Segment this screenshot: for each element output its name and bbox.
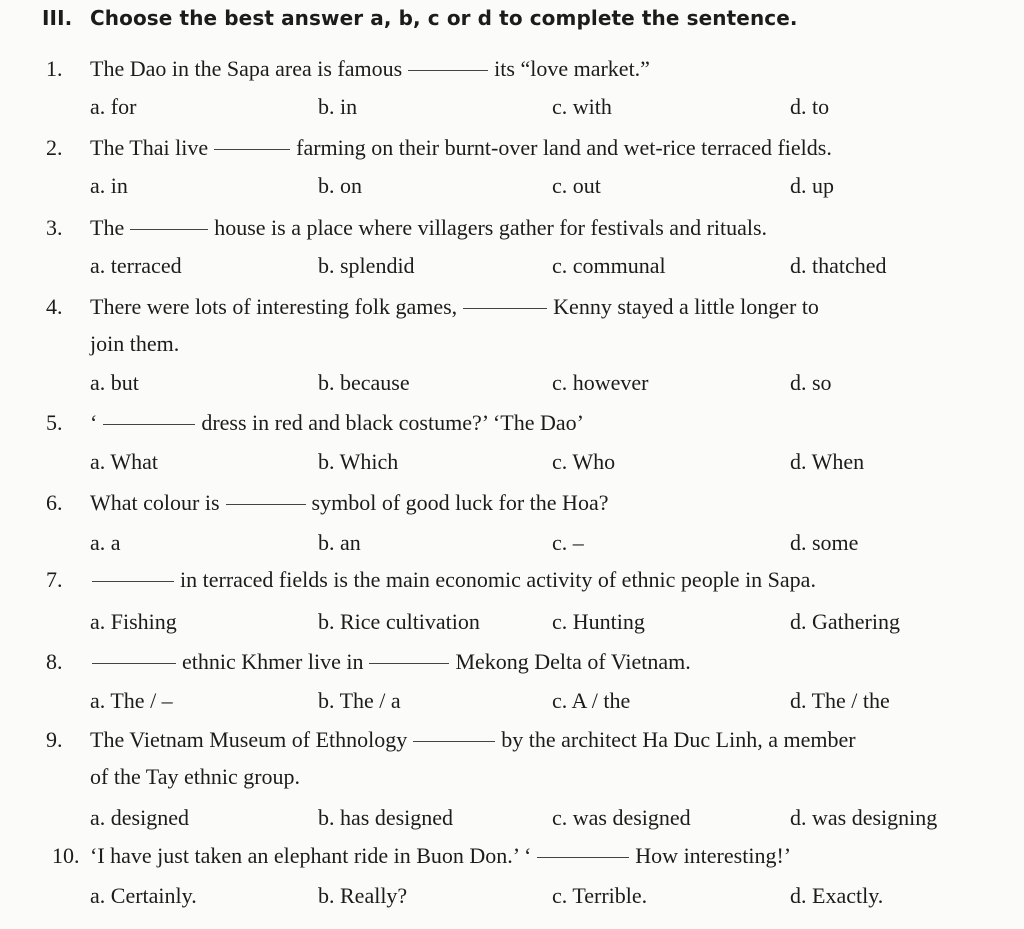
section-heading: [42, 6, 798, 30]
section-instruction: Choose the best answer a, b, c or d to complete the sentence.: [90, 6, 798, 30]
answer-blank: [413, 741, 495, 742]
question-text-part: in terraced fields is the main economic activity of ethnic people in Sapa.: [180, 567, 816, 592]
option-d[interactable]: d. The / the: [790, 688, 890, 713]
answer-blank: [463, 308, 547, 309]
question-text-part: The: [90, 215, 125, 240]
answer-blank: [92, 581, 174, 582]
option-c[interactable]: c. out: [552, 173, 601, 198]
option-a[interactable]: a. Certainly.: [90, 883, 197, 908]
question-text-part: house is a place where villagers gather for festivals and rituals.: [214, 215, 768, 240]
option-a[interactable]: a. Fishing: [90, 609, 177, 634]
option-d[interactable]: d. up: [790, 173, 834, 198]
option-b[interactable]: b. because: [318, 370, 410, 395]
question-text: [90, 130, 832, 166]
option-d[interactable]: d. some: [790, 530, 859, 555]
question-text-part: How interesting!’: [635, 843, 792, 868]
option-d[interactable]: d. Exactly.: [790, 883, 884, 908]
question-text-part: The Thai live: [90, 135, 209, 160]
question-text-part: There were lots of interesting folk games,: [90, 294, 458, 319]
section-number: III.: [42, 6, 73, 30]
question-number: 3.: [46, 215, 63, 240]
question-text-part: farming on their burnt-over land and wet-rice terraced fields.: [296, 135, 832, 160]
question-text-part: symbol of good luck for the Hoa?: [311, 490, 609, 515]
answer-blank: [408, 70, 488, 71]
question-text-part: The Vietnam Museum of Ethnology: [90, 727, 408, 752]
question-text: [90, 289, 819, 325]
answer-blank: [537, 857, 629, 858]
option-c[interactable]: c. Who: [552, 449, 616, 474]
option-a[interactable]: a. The / –: [90, 688, 173, 713]
question-text-part: dress in red and black costume?’ ‘The Dao’: [201, 410, 584, 435]
option-d[interactable]: d. so: [790, 370, 832, 395]
option-d[interactable]: d. was designing: [790, 805, 938, 830]
question-text-part: Mekong Delta of Vietnam.: [455, 649, 691, 674]
option-c[interactable]: c. –: [552, 530, 584, 555]
option-b[interactable]: b. Rice cultivation: [318, 609, 480, 634]
question-text: [90, 562, 816, 598]
answer-blank: [130, 229, 208, 230]
option-b[interactable]: b. in: [318, 94, 358, 119]
question-number: 7.: [46, 567, 63, 592]
answer-blank: [369, 663, 449, 664]
question-number: 9.: [46, 727, 63, 752]
option-b[interactable]: b. an: [318, 530, 361, 555]
option-a[interactable]: a. designed: [90, 805, 189, 830]
question-text: [90, 838, 791, 874]
option-b[interactable]: b. splendid: [318, 253, 415, 278]
option-c[interactable]: c. communal: [552, 253, 666, 278]
question-text: [90, 51, 650, 87]
question-number: 5.: [46, 410, 63, 435]
answer-blank: [103, 424, 195, 425]
question-text: [90, 485, 608, 521]
answer-blank: [214, 149, 290, 150]
question-text: [90, 210, 767, 246]
question-number: 6.: [46, 490, 63, 515]
option-a[interactable]: a. for: [90, 94, 137, 119]
option-a[interactable]: a. terraced: [90, 253, 182, 278]
option-d[interactable]: d. When: [790, 449, 865, 474]
question-number: 8.: [46, 649, 63, 674]
question-text-part: Kenny stayed a little longer to: [553, 294, 819, 319]
option-a[interactable]: a. a: [90, 530, 121, 555]
option-b[interactable]: b. Really?: [318, 883, 408, 908]
question-text: [90, 644, 691, 680]
option-c[interactable]: c. however: [552, 370, 649, 395]
question-text-part: ethnic Khmer live in: [182, 649, 364, 674]
question-number: 10.: [52, 843, 80, 868]
question-text-continuation: of the Tay ethnic group.: [90, 764, 301, 789]
question-text-part: by the architect Ha Duc Linh, a member: [501, 727, 856, 752]
option-a[interactable]: a. but: [90, 370, 139, 395]
option-d[interactable]: d. Gathering: [790, 609, 900, 634]
answer-blank: [92, 663, 176, 664]
option-c[interactable]: c. was designed: [552, 805, 691, 830]
option-b[interactable]: b. The / a: [318, 688, 401, 713]
question-text-part: What colour is: [90, 490, 220, 515]
question-text-part: its “love market.”: [494, 56, 650, 81]
option-c[interactable]: c. A / the: [552, 688, 631, 713]
option-d[interactable]: d. thatched: [790, 253, 887, 278]
option-c[interactable]: c. Hunting: [552, 609, 645, 634]
question-number: 4.: [46, 294, 63, 319]
question-text-part: ‘: [90, 410, 98, 435]
option-d[interactable]: d. to: [790, 94, 830, 119]
option-b[interactable]: b. Which: [318, 449, 399, 474]
option-c[interactable]: c. Terrible.: [552, 883, 648, 908]
question-number: 2.: [46, 135, 63, 160]
answer-blank: [226, 504, 306, 505]
question-text-part: The Dao in the Sapa area is famous: [90, 56, 403, 81]
option-b[interactable]: b. on: [318, 173, 362, 198]
question-number: 1.: [46, 56, 63, 81]
option-c[interactable]: c. with: [552, 94, 612, 119]
option-a[interactable]: a. in: [90, 173, 128, 198]
option-a[interactable]: a. What: [90, 449, 159, 474]
question-text-part: ‘I have just taken an elephant ride in Buon Don.’ ‘: [90, 843, 532, 868]
option-b[interactable]: b. has designed: [318, 805, 454, 830]
question-text: [90, 722, 856, 758]
question-text-continuation: join them.: [90, 331, 180, 356]
question-text: [90, 405, 584, 441]
